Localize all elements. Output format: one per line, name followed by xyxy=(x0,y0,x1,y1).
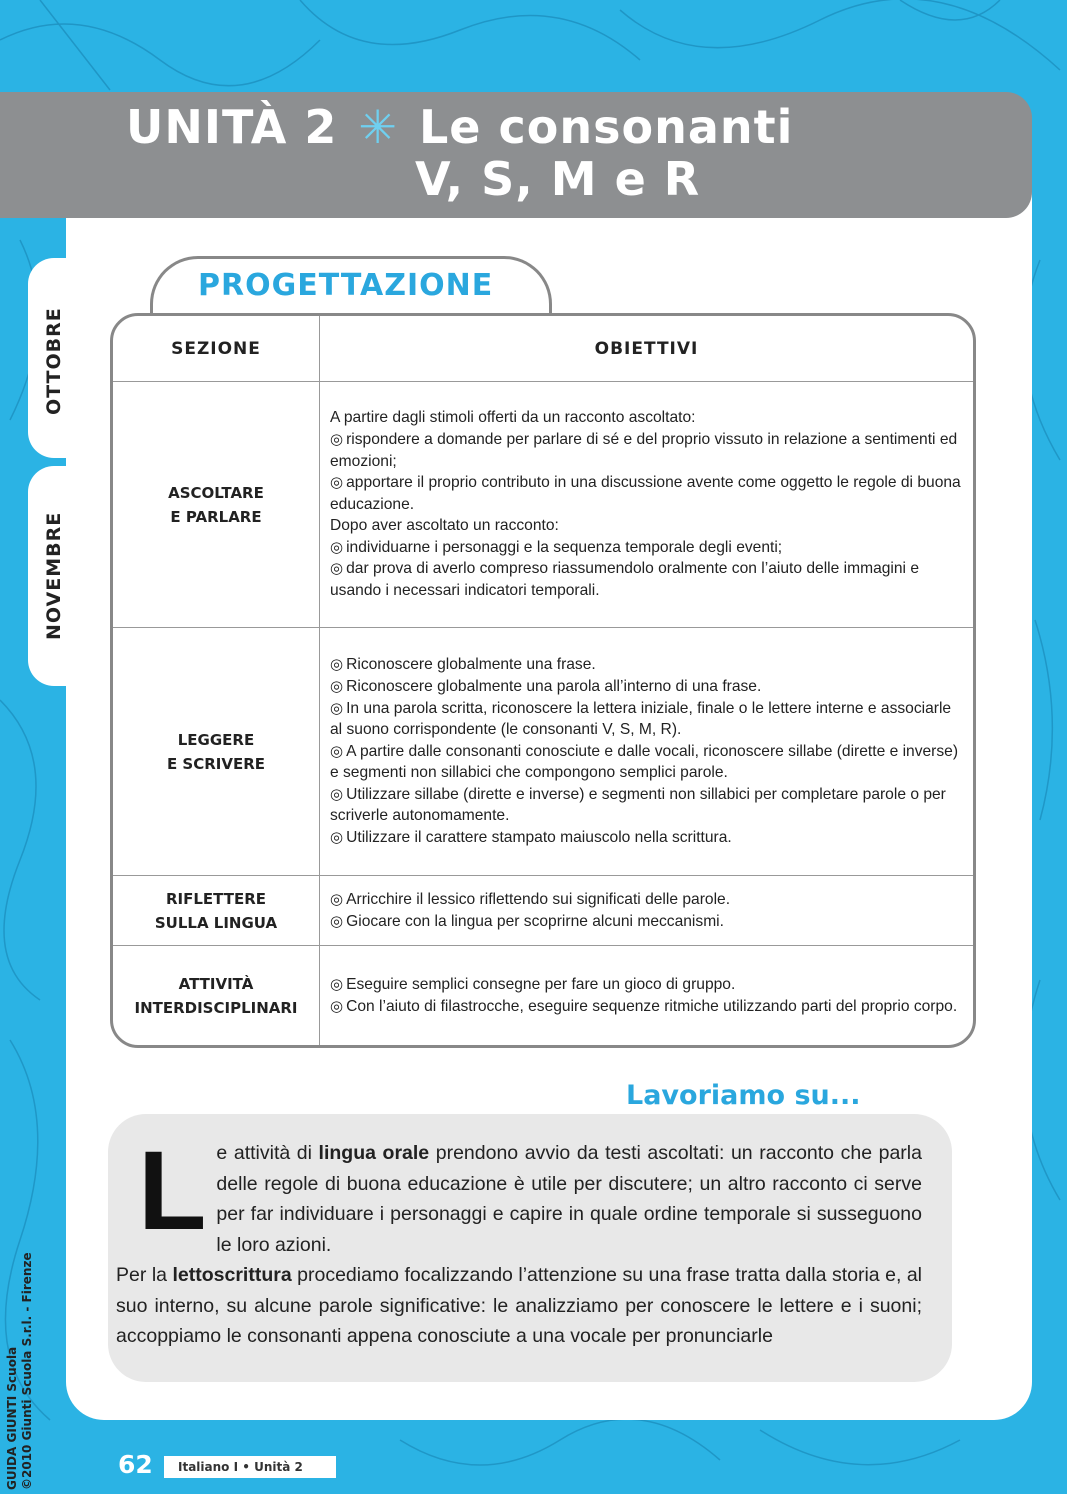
objective-line: ◎ Riconoscere globalmente una parola all’interno di una frase. xyxy=(330,676,963,698)
page-number: 62 xyxy=(118,1450,153,1479)
lavoriamo-paragraph-2: Per la lettoscrittura procediamo focalizzando l’attenzione su una frase tratta dalla storia e, al suo interno, su alcune parole significative: le analizziamo per conoscere le lettere e i suoni; accoppiamo le consonanti appena conosciute a una vocale per pronunciarle xyxy=(116,1264,923,1347)
planning-table xyxy=(110,313,976,1048)
section-title: PROGETTAZIONE xyxy=(198,268,494,303)
objective-line: ◎ Utilizzare sillabe (dirette e inverse) e segmenti non sillabici per completare parole o per scriverle autonomamente. xyxy=(330,785,946,825)
objective-line: ◎ Eseguire semplici consegne per fare un gioco di gruppo. xyxy=(330,974,963,996)
objective-line: ◎ Giocare con la lingua per scoprirne alcuni meccanismi. xyxy=(330,911,963,933)
objective-line: ◎ dar prova di averlo compreso riassumendolo oralmente con l’aiuto delle immagini e usando i necessari indicatori temporali. xyxy=(330,560,920,600)
objectives-cell xyxy=(320,946,974,1046)
unit-title: Le consonanti xyxy=(418,100,794,154)
table-row xyxy=(113,382,973,628)
objective-line: A partire dagli stimoli offerti da un racconto ascoltato: xyxy=(330,409,696,427)
section-cell xyxy=(113,382,320,628)
lavoriamo-paragraph-1: e attività di lingua orale prendono avvio da testi ascoltati: un racconto che parla delle regole di buona educazione è utile per discutere; un altro racconto ci serve per far individuare i personaggi e capire in quale ordine temporale si susseguono le loro azioni. xyxy=(216,1142,922,1256)
section-name-line: SULLA LINGUA xyxy=(154,913,278,932)
footer-bar: Italiano I • Unità 2 xyxy=(164,1456,336,1478)
section-name-line: E SCRIVERE xyxy=(166,754,266,773)
lavoriamo-title: Lavoriamo su... xyxy=(626,1080,861,1111)
tab-ottobre-label: OTTOBRE xyxy=(43,307,65,415)
spiral-bullet-icon: ◎ xyxy=(330,474,344,492)
section-name-line: E PARLARE xyxy=(170,507,262,526)
spiral-bullet-icon: ◎ xyxy=(330,430,344,448)
objective-line: ◎ rispondere a domande per parlare di sé e del proprio vissuto in relazione a sentimenti ed emozioni; xyxy=(330,430,958,470)
drop-cap: L xyxy=(138,1128,207,1253)
objectives-cell xyxy=(320,628,974,876)
section-cell xyxy=(113,628,320,876)
section-name-line: ATTIVITÀ xyxy=(178,974,254,993)
lavoriamo-text xyxy=(116,1128,923,1352)
spiral-bullet-icon: ◎ xyxy=(330,976,344,994)
objective-line: ◎ apportare il proprio contributo in una discussione avente come oggetto le regole di buona educazione. xyxy=(330,474,961,513)
spiral-bullet-icon: ◎ xyxy=(330,785,344,803)
section-name-line: RIFLETTERE xyxy=(165,889,267,908)
objective-line: ◎ A partire dalle consonanti conosciute e dalle vocali, riconoscere sillabe (dirette e inverse) e segmenti non sillabici che compongono semplici parole. xyxy=(330,742,959,782)
table-row xyxy=(113,876,973,946)
unit-number: UNITÀ 2 xyxy=(126,100,338,154)
objective-line: ◎ Con l’aiuto di filastrocche, eseguire sequenze ritmiche utilizzando parti del proprio corpo. xyxy=(330,996,963,1018)
header-objectives: OBIETTIVI xyxy=(320,316,974,382)
section-name-line: ASCOLTARE xyxy=(168,483,264,502)
objective-line: ◎ In una parola scritta, riconoscere la lettera iniziale, finale o le lettere interne e associarle al suono corrispondente (le consonanti V, S, M, R). xyxy=(330,699,952,739)
table-row xyxy=(113,946,973,1046)
spiral-bullet-icon: ◎ xyxy=(330,560,344,578)
spiral-bullet-icon: ◎ xyxy=(330,742,344,760)
spiral-bullet-icon: ◎ xyxy=(330,699,344,717)
objectives-cell xyxy=(320,382,974,628)
objective-line: ◎ Utilizzare il carattere stampato maiuscolo nella scrittura. xyxy=(330,827,963,849)
spiral-bullet-icon: ◎ xyxy=(330,829,344,847)
tab-novembre-label: NOVEMBRE xyxy=(43,511,65,640)
unit-title-line1 xyxy=(126,100,793,154)
objective-line: ◎ individuarne i personaggi e la sequenza temporale degli eventi; xyxy=(330,537,963,559)
spiral-bullet-icon: ◎ xyxy=(330,997,344,1015)
publisher-line2: ©2010 Giunti Scuola S.r.l. - Firenze xyxy=(20,1252,34,1490)
spiral-bullet-icon: ◎ xyxy=(330,912,344,930)
table-row xyxy=(113,628,973,876)
objective-line: Dopo aver ascoltato un racconto: xyxy=(330,517,559,535)
spiral-bullet-icon: ◎ xyxy=(330,677,344,695)
spiral-bullet-icon: ◎ xyxy=(330,538,344,556)
section-name-line: INTERDISCIPLINARI xyxy=(134,998,298,1017)
header-section: SEZIONE xyxy=(113,316,320,382)
section-cell xyxy=(113,946,320,1046)
spiral-bullet-icon: ◎ xyxy=(330,890,344,908)
publisher-line1: GUIDA GIUNTI Scuola xyxy=(5,1346,19,1490)
objective-line: ◎ Arricchire il lessico riflettendo sui significati delle parole. xyxy=(330,889,963,911)
section-name-line: LEGGERE xyxy=(177,730,255,749)
publisher-credit xyxy=(5,1252,35,1490)
objective-line: ◎ Riconoscere globalmente una frase. xyxy=(330,654,963,676)
spiral-bullet-icon: ◎ xyxy=(330,656,344,674)
star-icon: ✳ xyxy=(358,100,398,154)
unit-subtitle: V, S, M e R xyxy=(415,152,701,206)
objectives-cell xyxy=(320,876,974,946)
section-cell xyxy=(113,876,320,946)
